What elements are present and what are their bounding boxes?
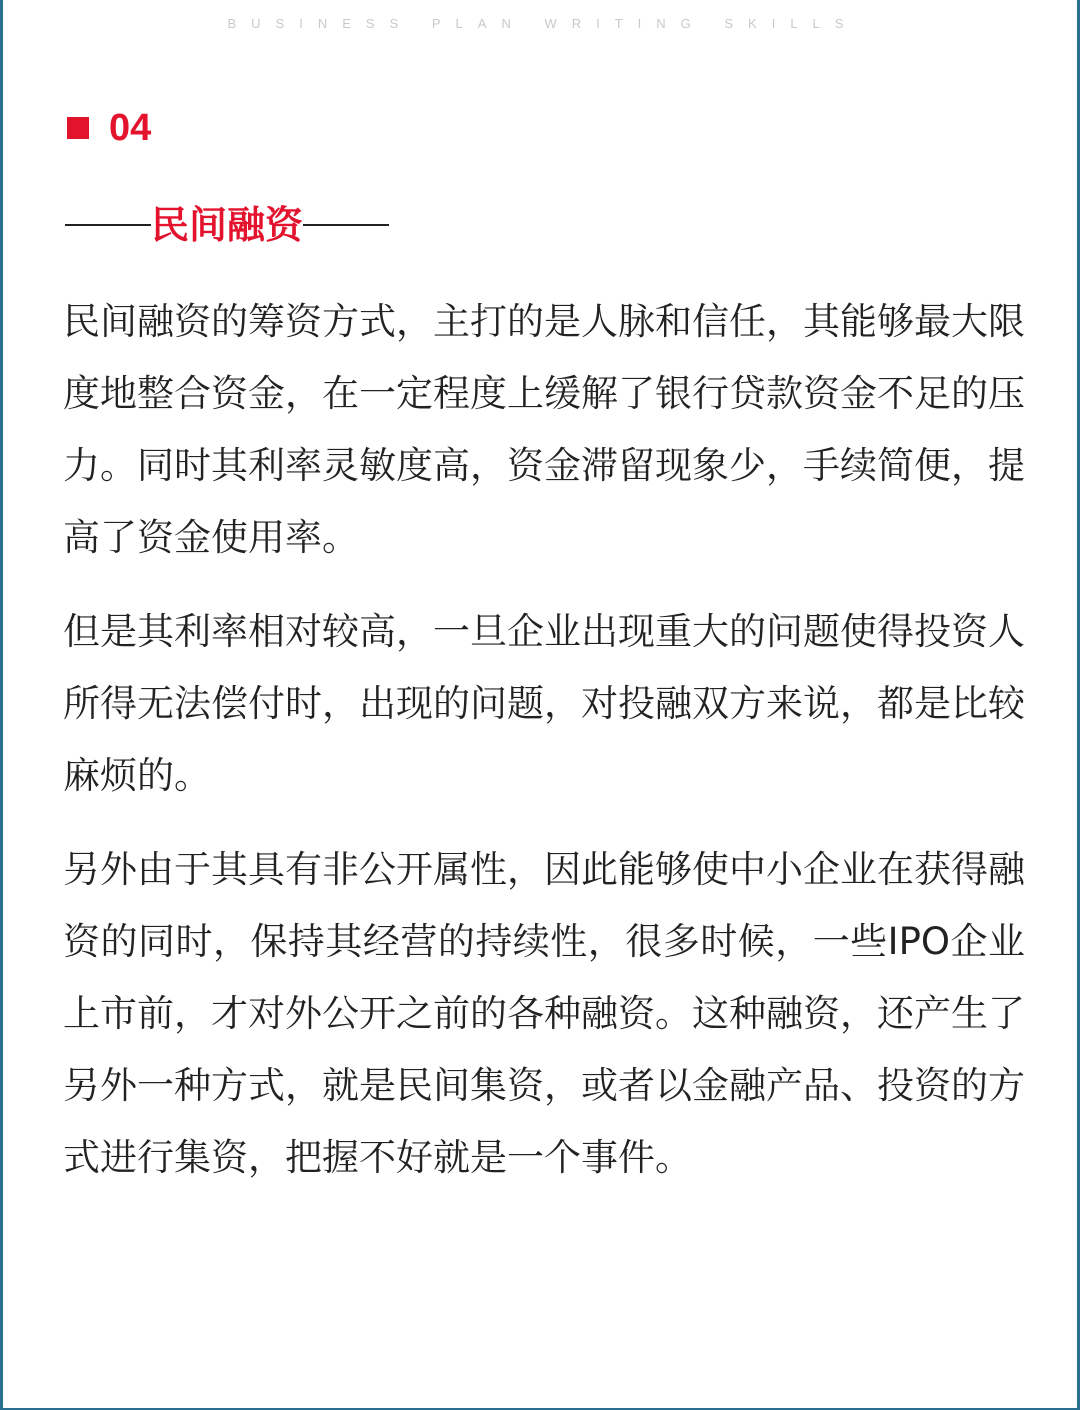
section-number: 04 (109, 107, 152, 149)
left-dash-divider (65, 224, 151, 226)
header-tagline: BUSINESS PLAN WRITING SKILLS (227, 16, 859, 31)
paragraph-1: 民间融资的筹资方式，主打的是人脉和信任，其能够最大限度地整合资金，在一定程度上缓解了银行贷款资金不足的压力。同时其利率灵敏度高，资金滞留现象少，手续简便，提高了资金使用率。 (63, 300, 1025, 559)
section-subtitle (65, 200, 389, 250)
section-number-block (67, 104, 151, 152)
article-body (63, 286, 1025, 1216)
section-title: 民间融资 (151, 203, 304, 247)
paragraph-2: 但是其利率相对较高，一旦企业出现重大的问题使得投资人所得无法偿付时，出现的问题，对投融双方来说，都是比较麻烦的。 (63, 610, 1025, 797)
paragraph-3: 另外由于其具有非公开属性，因此能够使中小企业在获得融资的同时，保持其经营的持续性，很多时候，一些IPO企业上市前，才对外公开之前的各种融资。这种融资，还产生了另外一种方式，就是民间集资，或者以金融产品、投资的方式进行集资，把握不好就是一个事件。 (63, 848, 1025, 1179)
red-square-icon (67, 117, 89, 139)
right-dash-divider (303, 224, 389, 226)
